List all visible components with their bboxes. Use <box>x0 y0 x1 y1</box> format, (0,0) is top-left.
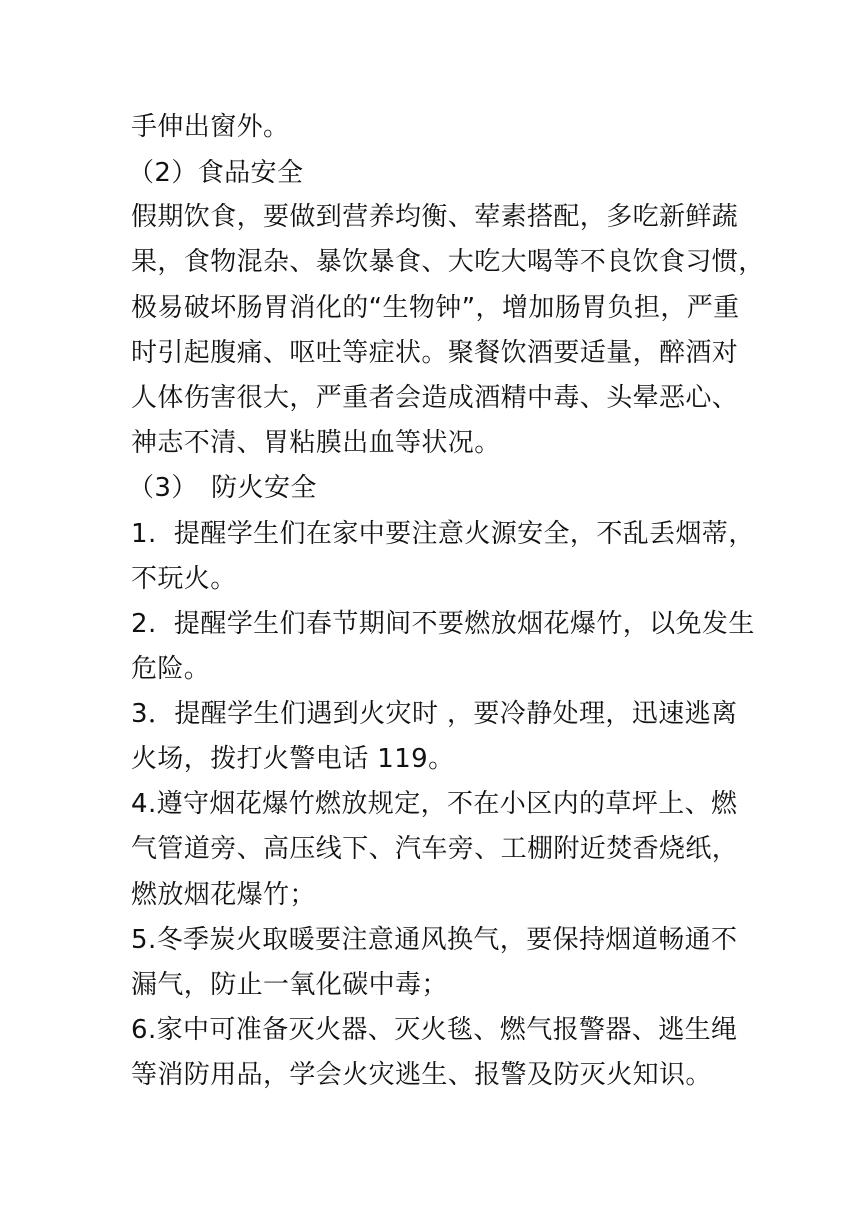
list-item: 2. 提醒学生们春节期间不要燃放烟花爆竹，以免发生 <box>131 609 755 639</box>
list-item-continuation: 漏气，防止一氧化碳中毒； <box>131 970 448 1000</box>
body-line: 果，食物混杂、暴饮暴食、大吃大喝等不良饮食习惯， <box>131 247 765 277</box>
list-item: 4.遵守烟花爆竹燃放规定，不在小区内的草坪上、燃 <box>131 789 738 819</box>
list-item-continuation: 火场，拨打火警电话 119。 <box>131 744 455 774</box>
section-heading-fire-safety: （3） 防火安全 <box>128 473 317 503</box>
body-line: 时引起腹痛、呕吐等症状。聚餐饮酒要适量，醉酒对 <box>131 338 739 368</box>
body-line: 极易破坏肠胃消化的“生物钟”，增加肠胃负担，严重 <box>131 293 740 323</box>
list-item-continuation: 不玩火。 <box>131 564 237 594</box>
list-item-continuation: 燃放烟花爆竹； <box>131 880 316 910</box>
section-heading-food-safety: （2）食品安全 <box>128 158 304 188</box>
body-line: 人体伤害很大，严重者会造成酒精中毒、头晕恶心、 <box>131 383 739 413</box>
list-item: 5.冬季炭火取暖要注意通风换气，要保持烟道畅通不 <box>131 925 738 955</box>
body-line: 手伸出窗外。 <box>131 112 290 142</box>
list-item-continuation: 气管道旁、高压线下、汽车旁、工棚附近焚香烧纸， <box>131 834 739 864</box>
body-line: 神志不清、胃粘膜出血等状况。 <box>131 428 501 458</box>
body-line: 假期饮食，要做到营养均衡、荤素搭配，多吃新鲜蔬 <box>131 202 739 232</box>
list-item-continuation: 危险。 <box>131 654 211 684</box>
list-item: 1. 提醒学生们在家中要注意火源安全，不乱丢烟蒂， <box>131 519 755 549</box>
list-item: 6.家中可准备灭火器、灭火毯、燃气报警器、逃生绳 <box>131 1015 738 1045</box>
list-item-continuation: 等消防用品，学会火灾逃生、报警及防灭火知识。 <box>131 1060 712 1090</box>
list-item: 3．提醒学生们遇到火灾时 ，要冷静处理，迅速逃离 <box>131 699 738 729</box>
